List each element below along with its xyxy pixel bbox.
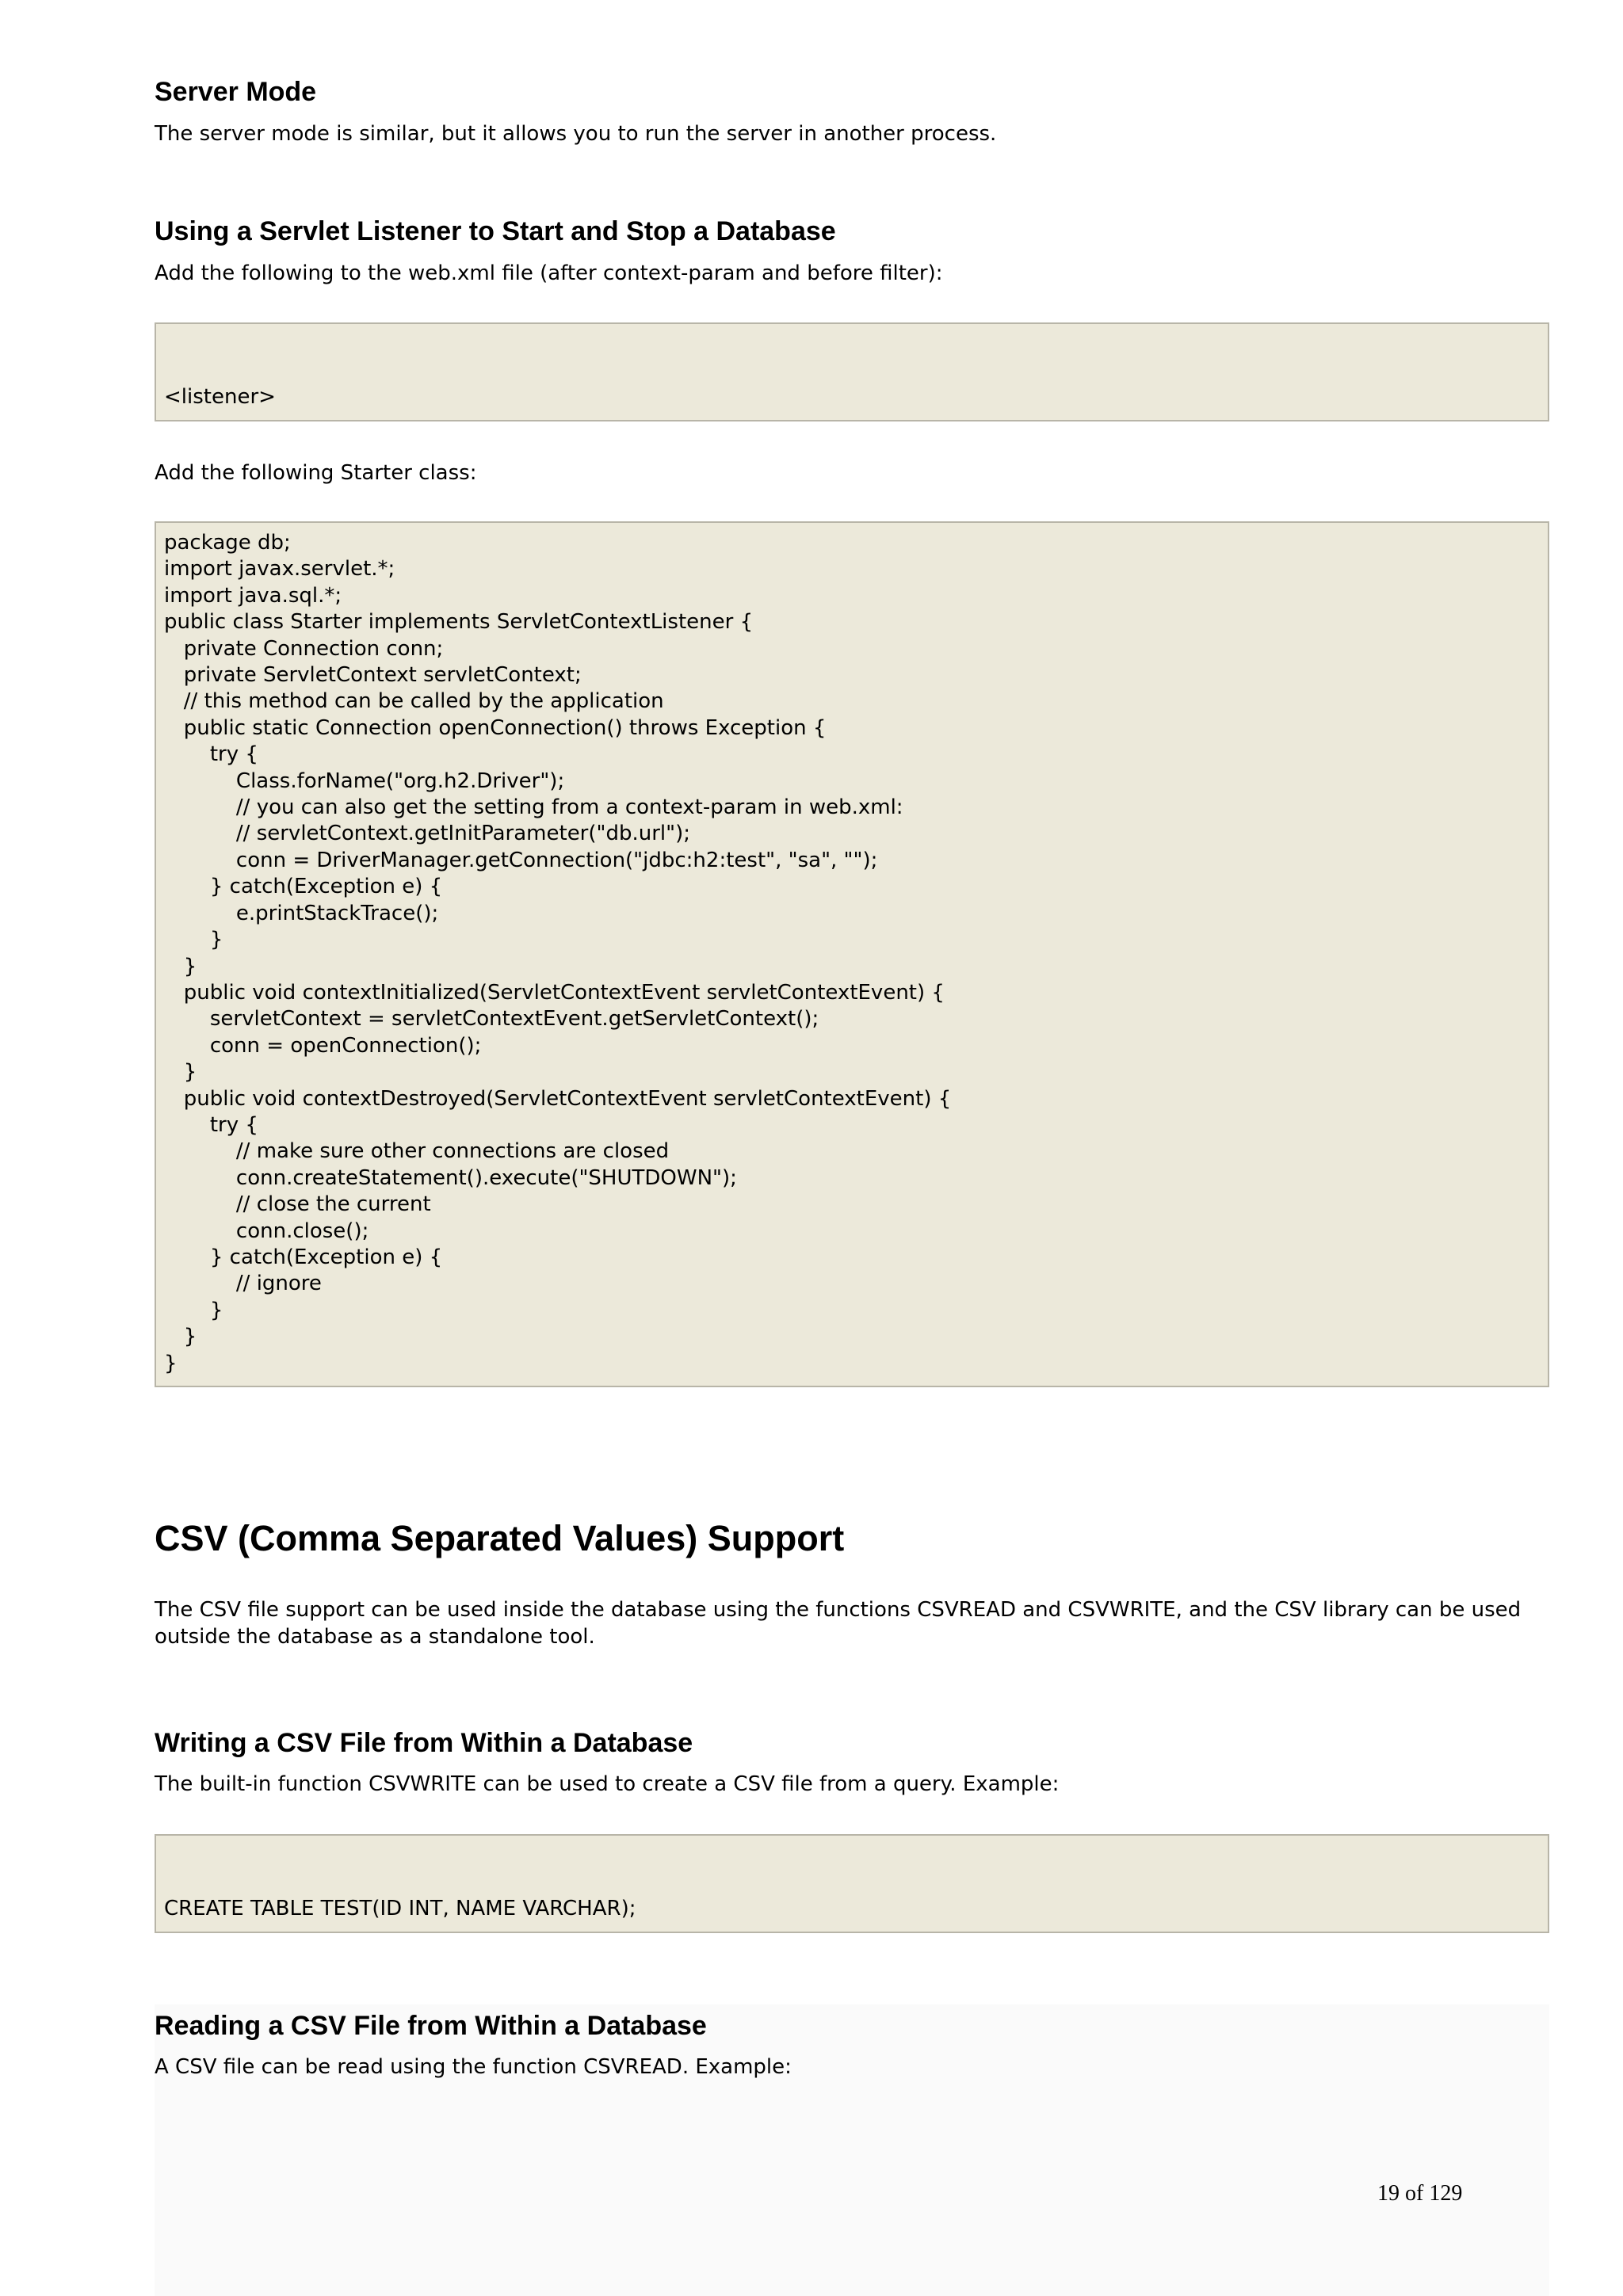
code-line: public static Connection openConnection() throws Exception { [164,715,827,740]
code-line: e.printStackTrace(); [164,901,439,925]
code-line: } catch(Exception e) { [164,1245,443,1269]
code-line: } [164,954,197,978]
code-line: } [164,1351,178,1375]
code-line: // you can also get the setting from a context-param in web.xml: [164,795,903,820]
code-block-web-xml [155,322,1549,421]
code-line: import javax.servlet.*; [164,557,395,582]
code-line: } [164,928,223,952]
code-line: <listener> [164,384,276,409]
paragraph-servlet-listener: Add the following to the web.xml file (after context-param and before filter): [155,261,943,285]
heading-csv-read: Reading a CSV File from Within a Database [155,2011,707,2041]
code-line: try { [164,742,258,767]
code-line: } [164,1298,223,1322]
code-block-csv-write [155,1834,1549,1933]
code-line: Class.forName("org.h2.Driver"); [164,769,565,793]
code-line: public class Starter implements ServletContextListener { [164,610,754,635]
paragraph-server-mode: The server mode is similar, but it allows you to run the server in another process. [155,122,997,146]
heading-server-mode: Server Mode [155,77,317,107]
code-line: // ignore [164,1272,322,1296]
paragraph-csv-support: The CSV file support can be used inside the database using the functions CSVREAD and CSVWRITE, and the CSV library can be used outside the database as a standalone tool. [155,1598,1522,1649]
code-line: servletContext = servletContextEvent.getServletContext(); [164,1007,819,1032]
code-line: conn = DriverManager.getConnection("jdbc:h2:test", "sa", ""); [164,848,878,872]
paragraph-starter-class: Add the following Starter class: [155,461,477,485]
code-line: } [164,1060,197,1085]
code-line: // make sure other connections are closed [164,1139,670,1164]
code-line: try { [164,1112,258,1137]
code-block-starter-class [155,521,1549,1387]
code-line: conn = openConnection(); [164,1033,482,1058]
code-line: // servletContext.getInitParameter("db.url"); [164,822,691,846]
code-line: public void contextDestroyed(ServletContextEvent servletContextEvent) { [164,1086,952,1111]
page-number: 19 of 129 [1377,2181,1463,2206]
code-line: } [164,1325,197,1349]
code-line: } catch(Exception e) { [164,875,443,899]
code-line: package db; [164,531,291,555]
code-line: // this method can be called by the application [164,689,664,714]
code-line: conn.createStatement().execute("SHUTDOWN"); [164,1165,737,1190]
code-line: private ServletContext servletContext; [164,663,582,688]
page-bottom-shade [155,2004,1549,2296]
code-line: private Connection conn; [164,636,444,661]
paragraph-csv-read: A CSV file can be read using the function CSVREAD. Example: [155,2055,792,2079]
code-line: public void contextInitialized(ServletContextEvent servletContextEvent) { [164,980,945,1005]
paragraph-csv-write: The built-in function CSVWRITE can be used to create a CSV file from a query. Example: [155,1772,1060,1796]
code-line: // close the current [164,1192,431,1217]
heading-servlet-listener: Using a Servlet Listener to Start and Stop a Database [155,216,836,246]
code-line: CREATE TABLE TEST(ID INT, NAME VARCHAR); [164,1896,636,1920]
code-line: conn.close(); [164,1219,369,1243]
code-line: import java.sql.*; [164,583,342,608]
heading-csv-write: Writing a CSV File from Within a Database [155,1728,693,1758]
heading-csv-support: CSV (Comma Separated Values) Support [155,1518,845,1558]
